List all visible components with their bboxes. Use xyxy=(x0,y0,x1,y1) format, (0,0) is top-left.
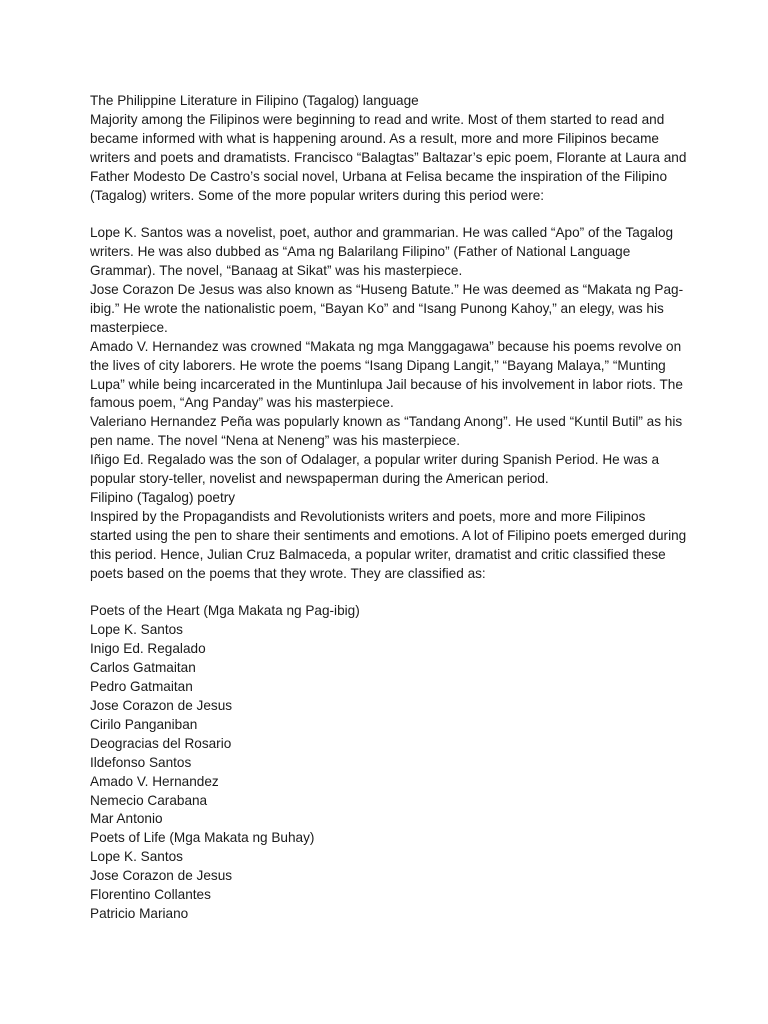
list-heading-poets-of-life: Poets of Life (Mga Makata ng Buhay) xyxy=(90,830,315,846)
list-item: Pedro Gatmaitan xyxy=(90,679,193,695)
list-heading-poets-of-heart: Poets of the Heart (Mga Makata ng Pag-ibig) xyxy=(90,603,360,619)
writer-paragraph-valeriano-pena: Valeriano Hernandez Peña was popularly known as “Tandang Anong”. He used “Kuntil Butil” as his pen name. The novel “Nena at Neneng” was his masterpiece. xyxy=(90,414,683,449)
blank-line xyxy=(90,584,690,603)
list-item: Mar Antonio xyxy=(90,811,163,827)
intro-paragraph: Majority among the Filipinos were beginning to read and write. Most of them started to read and became informed with what is happening around. As a result, more and more Filipinos became writers and poets and dramatists. Francisco “Balagtas” Baltazar’s epic poem, Florante at Laura and Father Modesto De Castro’s social novel, Urbana at Felisa became the inspiration of the Filipino (Tagalog) writers. Some of the more popular writers during this period were: xyxy=(90,111,687,203)
blank-line xyxy=(90,205,690,224)
list-item: Inigo Ed. Regalado xyxy=(90,641,206,657)
list-item: Amado V. Hernandez xyxy=(90,773,219,789)
list-item: Ildefonso Santos xyxy=(90,754,192,770)
list-item: Patricio Mariano xyxy=(90,905,189,921)
section-heading-poetry: Filipino (Tagalog) poetry xyxy=(90,490,236,506)
list-item: Jose Corazon de Jesus xyxy=(90,697,233,713)
list-item: Cirilo Panganiban xyxy=(90,716,198,732)
list-item: Nemecio Carabana xyxy=(90,792,208,808)
document-body xyxy=(90,92,690,924)
list-item: Deogracias del Rosario xyxy=(90,735,232,751)
writer-paragraph-lope-santos: Lope K. Santos was a novelist, poet, author and grammarian. He was called “Apo” of the Tagalog writers. He was also dubbed as “Ama ng Balarilang Filipino” (Father of National Language Grammar). The novel, “Banaag at Sikat” was his masterpiece. xyxy=(90,225,674,279)
list-item: Lope K. Santos xyxy=(90,622,183,638)
list-item: Florentino Collantes xyxy=(90,887,211,903)
writer-paragraph-jose-corazon: Jose Corazon De Jesus was also known as “Huseng Batute.” He was deemed as “Makata ng Pag-ibig.” He wrote the nationalistic poem, “Bayan Ko” and “Isang Punong Kahoy,” an elegy, was his masterpiece. xyxy=(90,282,684,335)
writer-paragraph-amado-hernandez: Amado V. Hernandez was crowned “Makata ng mga Manggagawa” because his poems revolve on the lives of city laborers. He wrote the poems “Isang Dipang Langit,” “Bayang Malaya,” “Munting Lupa” while being incarcerated in the Muntinlupa Jail because of his involvement in labor riots. The famous poem, “Ang Panday” was his masterpiece. xyxy=(90,338,683,411)
list-item: Jose Corazon de Jesus xyxy=(90,868,233,884)
page-title: The Philippine Literature in Filipino (Tagalog) language xyxy=(90,93,419,108)
writer-paragraph-inigo-regalado: Iñigo Ed. Regalado was the son of Odalager, a popular writer during Spanish Period. He was a popular story-teller, novelist and newspaperman during the American period. xyxy=(90,452,660,487)
list-item: Carlos Gatmaitan xyxy=(90,660,196,676)
list-item: Lope K. Santos xyxy=(90,849,183,865)
poetry-intro-paragraph: Inspired by the Propagandists and Revolutionists writers and poets, more and more Filipinos started using the pen to share their sentiments and emotions. A lot of Filipino poets emerged during this period. Hence, Julian Cruz Balmaceda, a popular writer, dramatist and critic classified these poets based on the poems that they wrote. They are classified as: xyxy=(90,508,687,581)
